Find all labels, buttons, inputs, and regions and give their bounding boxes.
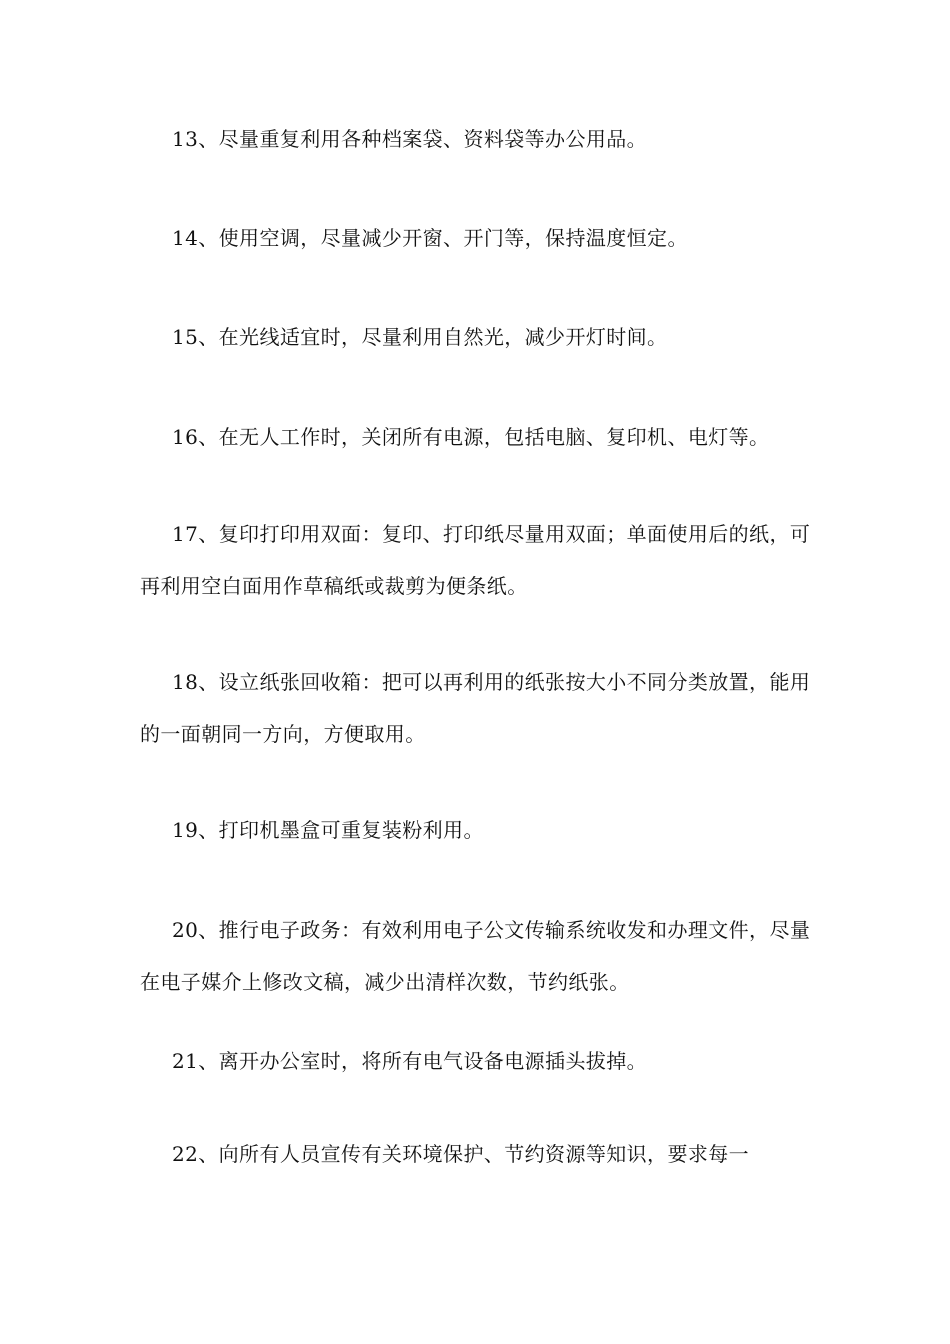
paragraph-13: 13、尽量重复利用各种档案袋、资料袋等办公用品。 (172, 127, 648, 151)
paragraph-17: 17、复印打印用双面：复印、打印纸尽量用双面；单面使用后的纸，可再利用空白面用作草稿纸或裁剪为便条纸。 (140, 522, 811, 598)
paragraph-15: 15、在光线适宜时，尽量利用自然光，减少开灯时间。 (172, 325, 668, 349)
paragraph-16: 16、在无人工作时，关闭所有电源，包括电脑、复印机、电灯等。 (172, 425, 770, 449)
paragraph-18: 18、设立纸张回收箱：把可以再利用的纸张按大小不同分类放置，能用的一面朝同一方向，方便取用。 (140, 670, 811, 746)
paragraph-22: 22、向所有人员宣传有关环境保护、节约资源等知识，要求每一 (172, 1142, 750, 1166)
paragraph-14: 14、使用空调，尽量减少开窗、开门等，保持温度恒定。 (172, 226, 688, 250)
paragraph-20: 20、推行电子政务：有效利用电子公文传输系统收发和办理文件，尽量在电子媒介上修改文稿，减少出清样次数，节约纸张。 (140, 918, 811, 994)
paragraph-19: 19、打印机墨盒可重复装粉利用。 (172, 818, 484, 842)
paragraph-21: 21、离开办公室时，将所有电气设备电源插头拔掉。 (172, 1049, 648, 1073)
